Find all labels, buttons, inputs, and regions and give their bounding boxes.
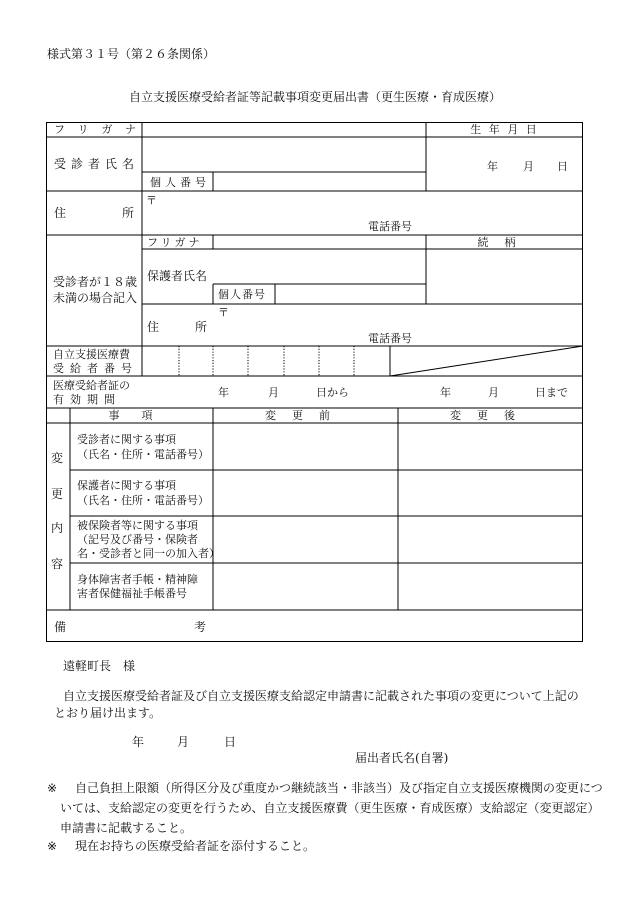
validity-to-day: 日まで	[535, 386, 568, 399]
guardian-personal-number-label: 個人番号	[218, 288, 266, 301]
change-item-3-line1: 被保険者等に関する事項	[77, 519, 198, 532]
statement-line1: 自立支援医療受給者証及び自立支援医療支給認定申請書に記載された事項の変更について上記の	[63, 689, 579, 703]
addressee: 遠軽町長 様	[63, 659, 136, 673]
note1-line2: いては、支給認定の変更を行うため、自立支援医療費（更生医療・育成医療）支給認定（変更認定）	[60, 801, 600, 815]
change-item-1-line2: （氏名・住所・電話番号）	[77, 448, 209, 461]
guardian-postal-mark: 〒	[218, 306, 229, 319]
side-label-char-1: 変	[51, 451, 64, 465]
validity-label-line1: 医療受給者証の	[53, 379, 130, 392]
form-title: 自立支援医療受給者証等記載事項変更届出書（更生医療・育成医療）	[128, 90, 501, 104]
change-item-3-line3: 名・受診者と同一の加入者）	[77, 547, 220, 560]
validity-to-month: 月	[488, 386, 499, 399]
birth-year: 年	[487, 160, 498, 173]
recipient-number-label-line2: 受給者番号	[53, 362, 138, 375]
statement-line2: とおり届け出ます。	[54, 706, 162, 720]
relationship-label: 続柄	[477, 236, 532, 249]
change-item-2-line1: 保護者に関する事項	[77, 479, 176, 492]
date-year: 年	[132, 735, 145, 749]
birth-day: 日	[557, 160, 568, 173]
guardian-phone-label: 電話番号	[368, 332, 412, 345]
minor-label-line2: 未満の場合記入	[53, 291, 138, 305]
side-label-char-2: 更	[51, 487, 64, 501]
side-label-char-3: 内	[51, 521, 64, 535]
phone-label: 電話番号	[368, 220, 412, 233]
note2: 現在お持ちの医療受給者証を添付すること。	[75, 839, 316, 853]
validity-from-day: 日から	[316, 386, 349, 399]
guardian-name-label: 保護者氏名	[147, 269, 208, 283]
change-item-2-line2: （氏名・住所・電話番号）	[77, 494, 209, 507]
change-item-4-line1: 身体障害者手帳・精神障	[77, 573, 198, 586]
recipient-number-label-line1: 自立支援医療費	[53, 348, 130, 361]
birth-month: 月	[523, 160, 534, 173]
furigana-label: フ リ ガ ナ	[54, 123, 136, 136]
change-item-3-line2: （記号及び番号・保険者	[77, 533, 198, 546]
signer-label: 届出者氏名(自署)	[355, 751, 449, 765]
personal-number-label: 個人番号	[150, 176, 210, 189]
form-number: 様式第３１号（第２６条関係）	[47, 47, 216, 61]
date-month: 月	[177, 735, 190, 749]
guardian-furigana-label: フリガナ	[147, 236, 203, 249]
note-mark-1: ※	[47, 781, 58, 795]
postal-mark: 〒	[146, 194, 157, 207]
birth-date-label: 生 年 月 日	[470, 123, 539, 136]
remarks-label: 備 考	[54, 620, 206, 634]
after-header: 変更後	[450, 409, 531, 422]
change-item-1-line1: 受診者に関する事項	[77, 433, 176, 446]
validity-from-month: 月	[268, 386, 279, 399]
before-header: 変更前	[265, 409, 346, 422]
note1-line1: 自己負担上限額（所得区分及び重度かつ継続該当・非該当）及び指定自立支援医療機関の変更につ	[75, 781, 603, 795]
validity-label-line2: 有効期間	[53, 393, 121, 406]
note1-line3: 申請書に記載すること。	[60, 821, 193, 835]
date-day: 日	[224, 735, 237, 749]
validity-to-year: 年	[440, 386, 451, 399]
address-label: 住 所	[54, 206, 134, 220]
note-mark-2: ※	[47, 839, 58, 853]
change-item-4-line2: 害者保健福祉手帳番号	[77, 587, 187, 600]
minor-label-line1: 受診者が１８歳	[53, 275, 138, 289]
side-label-char-4: 容	[51, 557, 64, 571]
validity-from-year: 年	[218, 386, 229, 399]
item-header: 事項	[108, 409, 175, 422]
guardian-address-label: 住 所	[147, 320, 207, 334]
patient-name-label: 受診者氏名	[54, 157, 140, 171]
